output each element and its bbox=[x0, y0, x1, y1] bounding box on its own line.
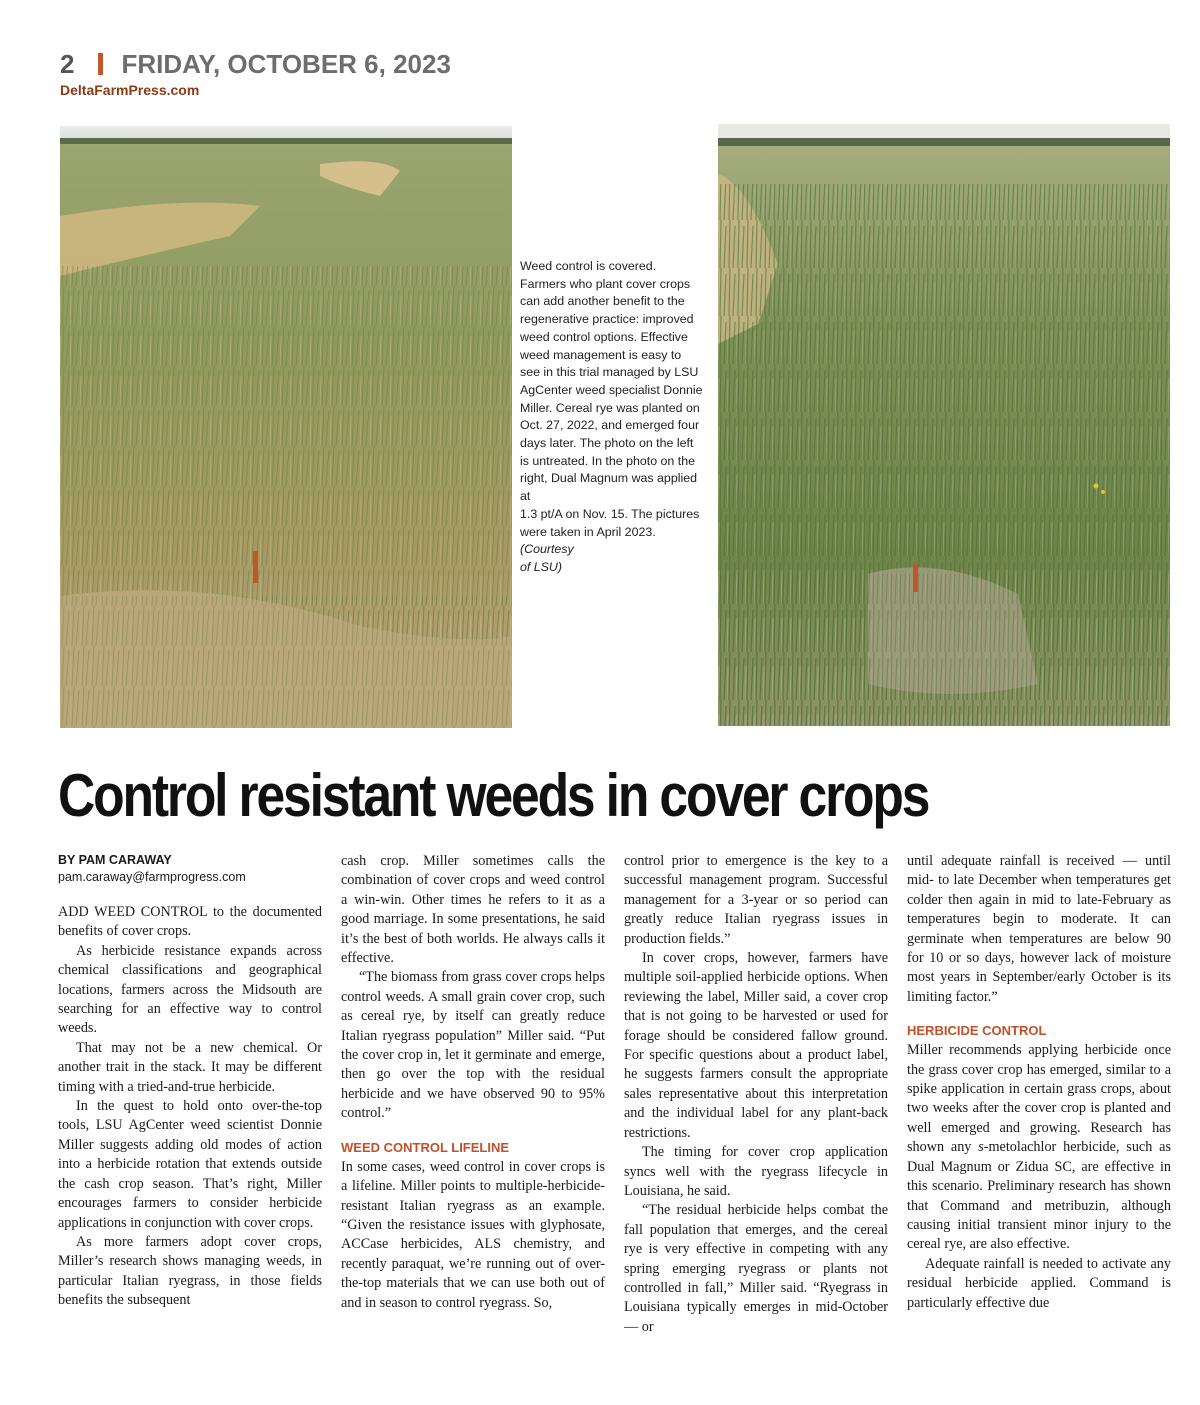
photo-caption bbox=[520, 258, 710, 577]
photo-untreated-cereal-rye bbox=[60, 126, 512, 728]
lead-paragraph-text: to the documented benefits of cover crops. bbox=[58, 904, 322, 940]
article-paragraph: Adequate rainfall is needed to activate any residual herbicide applied. Command is particularly effective due bbox=[907, 1255, 1171, 1311]
caption-line: AgCenter weed specialist Donnie bbox=[520, 382, 703, 397]
issue-date: FRIDAY, OCTOBER 6, 2023 bbox=[121, 48, 451, 79]
caption-line: Oct. 27, 2022, and emerged four bbox=[520, 418, 700, 433]
caption-line: is untreated. In the photo on the bbox=[520, 453, 695, 468]
article-column-1 bbox=[58, 852, 322, 1311]
article-paragraph: That may not be a new chemical. Or another trait in the stack. It may be different timing with a tried-and-true herbicide. bbox=[58, 1039, 322, 1095]
page-number: 2 bbox=[60, 48, 75, 79]
caption-line: days later. The photo on the left bbox=[520, 436, 694, 451]
article-paragraph bbox=[58, 903, 322, 942]
article-paragraph bbox=[907, 1041, 1171, 1254]
caption-line: can add another benefit to the bbox=[520, 294, 685, 309]
article-paragraph: The timing for cover crop application syncs well with the ryegrass lifecycle in Louisiana, he said. bbox=[624, 1144, 888, 1199]
caption-line: regenerative practice: improved bbox=[520, 312, 694, 327]
caption-line bbox=[520, 524, 710, 559]
article-column-3 bbox=[624, 852, 888, 1337]
article-paragraph: “The residual herbicide helps combat the fall population that emerges, and the cereal rye is very effective in competing with any spring emerging ryegrass or plants not controlled in fall,” Miller said. “Ryegrass in Louisiana typically emerges in mid-October — or bbox=[624, 1202, 888, 1335]
article-column-4 bbox=[907, 852, 1171, 1313]
lead-in: ADD WEED CONTROL bbox=[58, 904, 208, 920]
caption-line: Miller. Cereal rye was planted on bbox=[520, 400, 700, 415]
caption-credit: (Courtesy bbox=[520, 542, 574, 557]
site-url: DeltaFarmPress.com bbox=[60, 82, 200, 98]
caption-line: 1.3 pt/A on Nov. 15. The pictures bbox=[520, 506, 700, 521]
article-headline: Control resistant weeds in cover crops bbox=[58, 762, 929, 829]
article-paragraph: As herbicide resistance expands across chemical classifications and geographical locations, farmers across the Midsouth are searching for an effective way to control weeds. bbox=[58, 942, 322, 1037]
caption-text: were taken in April 2023. bbox=[520, 524, 656, 539]
caption-credit-cont: of LSU) bbox=[520, 559, 563, 574]
article-paragraph: “The biomass from grass cover crops helps control weeds. A small grain cover crop, such as cereal rye, by itself can greatly reduce Italian ryegrass population” Miller said. “Put the cover crop in, let it germinate and emerge, then go over the top with the residual herbicide and we have observed 90 to 95% control.” bbox=[341, 969, 605, 1122]
article-column-2 bbox=[341, 852, 605, 1313]
caption-line bbox=[520, 559, 710, 577]
paragraph-text: -metolachlor herbicide, such as Dual Magnum or Zidua SC, are effective in this scenario. Preliminary research has shown that Command and metribuzin, although causing initial transient minor injury to the cereal rye, are also effective. bbox=[907, 1139, 1171, 1253]
subhead-herbicide-control: HERBICIDE CONTROL bbox=[907, 1023, 1047, 1039]
caption-line: Weed control is covered. bbox=[520, 259, 657, 273]
article-paragraph: control prior to emergence is the key to a successful management program. Successful management for a 3-year or so period can greatly reduce Italian ryegrass issues in production fields.” bbox=[624, 853, 888, 947]
italic-prefix: s bbox=[978, 1139, 984, 1156]
paragraph-text: Miller recommends applying herbicide once the grass cover crop has emerged, similar to a spike application in certain grass crops, about two weeks after the cover crop is planted and well emerged and growing. Research has shown any bbox=[907, 1042, 1171, 1156]
caption-line: weed control options. Effective bbox=[520, 329, 688, 344]
article-paragraph: In the quest to hold onto over-the-top tools, LSU AgCenter weed scientist Donnie Miller suggests adding old modes of action into a herbicide rotation that extends outside the cash crop season. That’s right, Miller encourages farmers to consider herbicide applications in conjunction with cover crops. bbox=[58, 1098, 322, 1231]
caption-line: see in this trial managed by LSU bbox=[520, 365, 699, 380]
article-paragraph: until adequate rainfall is received — until mid- to late December when temperatures get colder then again in mid to late-February as temperatures begin to moderate. It can germinate when temperatures are below 90 for 10 or so days, however lack of moisture most years in September/early October is its limiting factor.” bbox=[907, 853, 1171, 1005]
article-paragraph: As more farmers adopt cover crops, Miller’s research shows managing weeds, in particular Italian ryegrass, in those fields benefits the subsequent bbox=[58, 1233, 322, 1309]
byline-author: BY PAM CARAWAY bbox=[58, 853, 172, 867]
caption-line: weed management is easy to bbox=[520, 347, 682, 362]
photo-treated-cereal-rye bbox=[718, 124, 1170, 726]
article-paragraph: In some cases, weed control in cover crops is a lifeline. Miller points to multiple-herbicide-resistant Italian ryegrass as an example. “Given the resistance issues with glyphosate, ACCase herbicides, ALS chemistry, and recently paraquat, we’re running out of over-the-top materials that we can use both out of and in season to control ryegrass. So, bbox=[341, 1158, 605, 1311]
article-paragraph: In cover crops, however, farmers have multiple soil-applied herbicide options. When reviewing the label, Miller said, a cover crop that is not going to be harvested or used for forage should be considered fallow ground. For specific questions about a product label, he suggests farmers consult the appropriate sales representative about this interpretation and the individual label for any plant-back restrictions. bbox=[624, 950, 888, 1141]
folio-divider bbox=[98, 53, 103, 75]
article-paragraph: cash crop. Miller sometimes calls the combination of cover crops and weed control a win-win. Other times he refers to it as a good marriage. In some presentations, he said it’s the best of both worlds. He always calls it effective. bbox=[341, 853, 605, 967]
caption-line: Farmers who plant cover crops bbox=[520, 276, 691, 291]
page-folio bbox=[60, 44, 451, 84]
byline-email: pam.caraway@farmprogress.com bbox=[58, 870, 246, 884]
subhead-weed-control-lifeline: WEED CONTROL LIFELINE bbox=[341, 1139, 510, 1155]
caption-line: right, Dual Magnum was applied at bbox=[520, 471, 698, 504]
